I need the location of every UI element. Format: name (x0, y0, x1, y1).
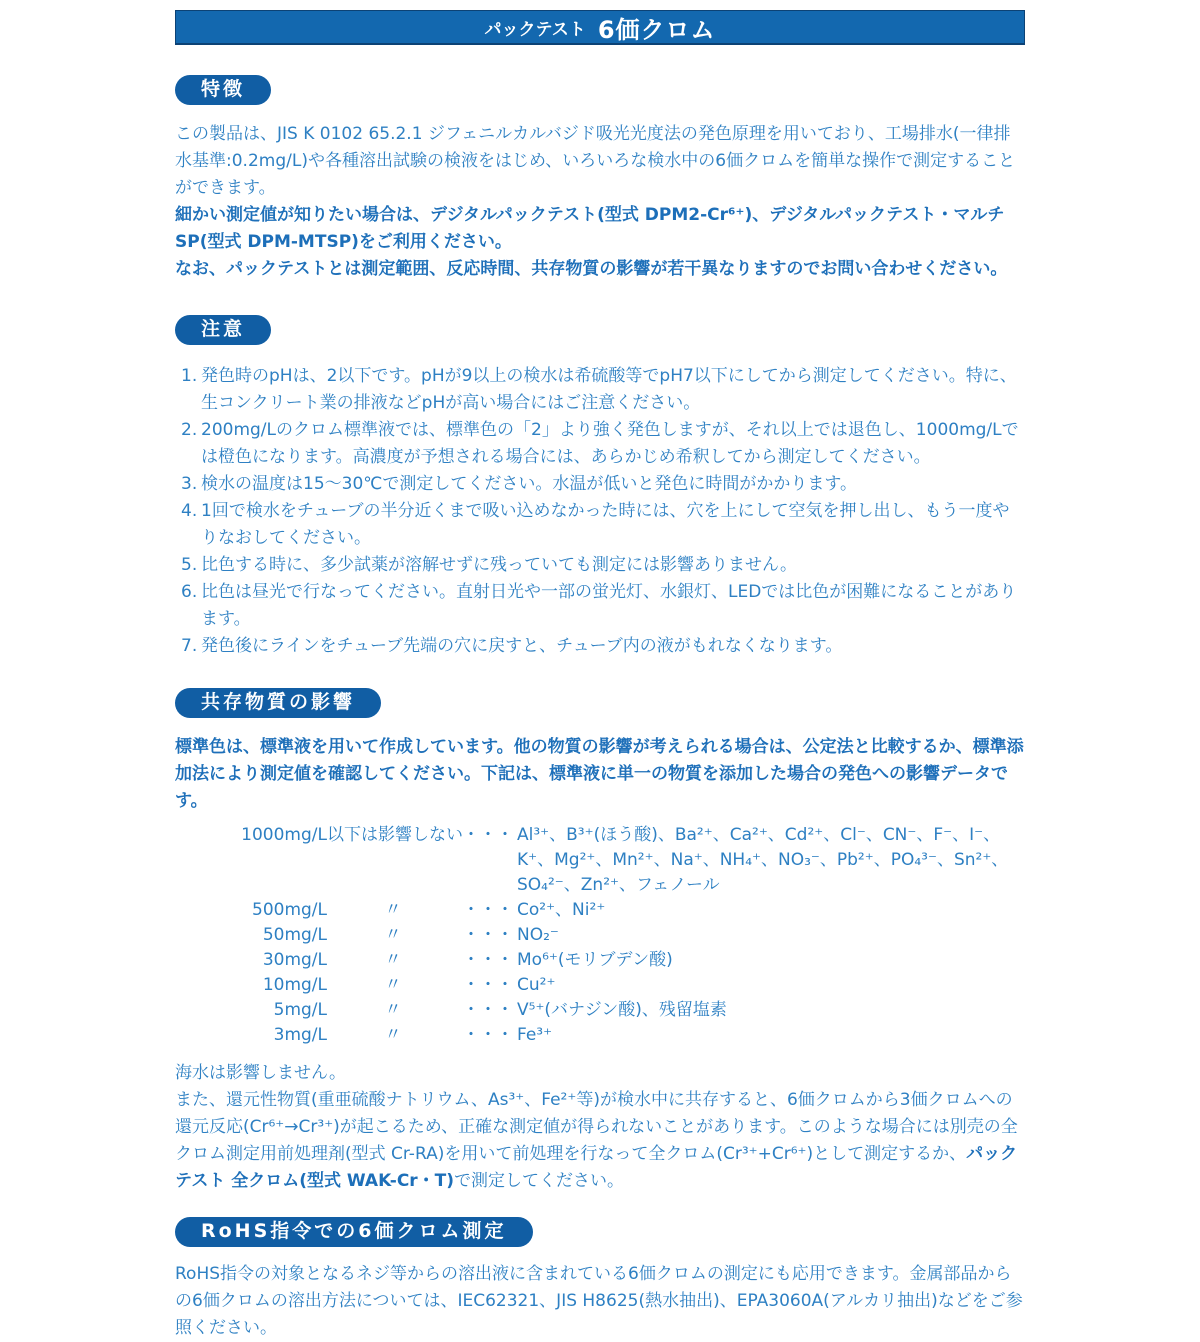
table-row (175, 1023, 1025, 1048)
features-paragraph-1: この製品は、JIS K 0102 65.2.1 ジフェニルカルバジド吸光光度法の発色原理を用いており、工場排水(一律排水基準:0.2mg/L)や各種溶出試験の検液をはじめ、いろいろな検水中の6価クロムを簡単な操作で測定することができます。 (175, 124, 1016, 198)
concentration-cell: 3mg/L (273, 1025, 327, 1045)
substances-cell: Cu²⁺ (517, 975, 556, 995)
concentration-cell: 10mg/L (262, 975, 327, 995)
caution-item-number: 2. (181, 420, 198, 440)
dots-cell: ・・・ (462, 1000, 514, 1020)
ditto-mark: 〃 (384, 1000, 402, 1020)
section-rohs (175, 1217, 1025, 1342)
ditto-mark: 〃 (384, 900, 402, 920)
caution-item (175, 471, 1025, 498)
caution-item (175, 552, 1025, 579)
features-paragraph-3: なお、パックテストとは測定範囲、反応時間、共存物質の影響が若干異なりますのでお問い合わせください。 (175, 259, 1008, 279)
section-cautions (175, 315, 1025, 660)
concentration-cell: 5mg/L (273, 1000, 327, 1020)
reduction-note-tail: で測定してください。 (454, 1171, 625, 1191)
caution-item-text: 比色は昼光で行なってください。直射日光や一部の蛍光灯、水銀灯、LEDでは比色が困難になることがあります。 (201, 582, 1017, 629)
document-content (175, 10, 1025, 1342)
title-bar (175, 10, 1025, 45)
caution-item-number: 3. (181, 474, 198, 494)
seawater-note: 海水は影響しません。 (175, 1063, 347, 1083)
caution-item-text: 発色時のpHは、2以下です。pHが9以上の検水は希硫酸等でpH7以下にしてから測定してください。特に、生コンクリート業の排液などpHが高い場合にはご注意ください。 (201, 366, 1017, 413)
table-row (175, 823, 1025, 898)
section-heading-features: 特徴 (175, 75, 271, 105)
dots-cell: ・・・ (462, 825, 514, 845)
caution-item-text: 比色する時に、多少試薬が溶解せずに残っていても測定には影響ありません。 (201, 555, 798, 575)
caution-item-number: 1. (181, 366, 198, 386)
substances-cell: NO₂⁻ (517, 925, 559, 945)
table-row (175, 898, 1025, 923)
table-row (175, 948, 1025, 973)
dots-cell: ・・・ (462, 950, 514, 970)
caution-item-number: 6. (181, 582, 198, 602)
caution-item (175, 417, 1025, 471)
table-row (175, 923, 1025, 948)
caution-item (175, 363, 1025, 417)
caution-item (175, 633, 1025, 660)
packtest-total-chromium-reference: パックテスト 全クロム(型式 WAK-Cr・T) (175, 1144, 1018, 1191)
page-title: 6価クロム (597, 15, 716, 44)
ditto-mark: 〃 (384, 975, 402, 995)
caution-item (175, 498, 1025, 552)
substances-cell: Fe³⁺ (517, 1025, 553, 1045)
table-row (175, 973, 1025, 998)
reduction-note (175, 1087, 1025, 1195)
substances-cell: Co²⁺、Ni²⁺ (517, 900, 606, 920)
concentration-cell: 50mg/L (262, 925, 327, 945)
ditto-mark: 〃 (384, 1025, 402, 1045)
caution-item-number: 4. (181, 501, 198, 521)
section-heading-interference: 共存物質の影響 (175, 688, 381, 718)
caution-item-text: 1回で検水をチューブの半分近くまで吸い込めなかった時には、穴を上にして空気を押し出し、もう一度やりなおしてください。 (201, 501, 1010, 548)
product-series-label: パックテスト (484, 19, 586, 40)
dots-cell: ・・・ (462, 900, 514, 920)
caution-item-text: 200mg/Lのクロム標準液では、標準色の「2」より強く発色しますが、それ以上では退色し、1000mg/Lでは橙色になります。高濃度が予想される場合には、あらかじめ希釈してから測定してください。 (201, 420, 1019, 467)
table-row (175, 998, 1025, 1023)
interference-intro: 標準色は、標準液を用いて作成しています。他の物質の影響が考えられる場合は、公定法と比較するか、標準添加法により測定値を確認してください。下記は、標準液に単一の物質を添加した場合の発色への影響データです。 (175, 737, 1024, 811)
features-paragraphs (175, 121, 1025, 283)
concentration-cell: 500mg/L (252, 900, 327, 920)
ditto-mark: 〃 (384, 925, 402, 945)
caution-list (175, 363, 1025, 660)
interference-notes (175, 1060, 1025, 1195)
dots-cell: ・・・ (462, 1025, 514, 1045)
section-heading-rohs: RoHS指令での6価クロム測定 (175, 1217, 533, 1247)
substances-cell: V⁵⁺(バナジン酸)、残留塩素 (517, 1000, 727, 1020)
section-features (175, 75, 1025, 283)
features-paragraph-2: 細かい測定値が知りたい場合は、デジタルパックテスト(型式 DPM2-Cr⁶⁺)、デジタルパックテスト・マルチSP(型式 DPM-MTSP)をご利用ください。 (175, 205, 1005, 252)
caution-item-text: 発色後にラインをチューブ先端の穴に戻すと、チューブ内の液がもれなくなります。 (201, 636, 843, 656)
reduction-note-text: また、還元性物質(重亜硫酸ナトリウム、As³⁺、Fe²⁺等)が検水中に共存すると、6価クロムから3価クロムへの還元反応(Cr⁶⁺→Cr³⁺)が起こるため、正確な測定値が得られないことがあります。このような場合には別売の全クロム測定用前処理剤(型式 Cr-RA)を用いて前処理を行なって全クロム(Cr³⁺+Cr⁶⁺)として測定するか、 (175, 1090, 1018, 1164)
dots-cell: ・・・ (462, 975, 514, 995)
section-heading-cautions: 注意 (175, 315, 271, 345)
concentration-cell: 30mg/L (262, 950, 327, 970)
caution-item-number: 7. (181, 636, 198, 656)
ditto-mark: 〃 (384, 950, 402, 970)
caution-item (175, 579, 1025, 633)
effect-label-cell: 以下は影響しない (327, 825, 463, 845)
interference-table (175, 823, 1025, 1048)
caution-item-text: 検水の温度は15〜30℃で測定してください。水温が低いと発色に時間がかかります。 (201, 474, 857, 494)
section-interference (175, 688, 1025, 1195)
dots-cell: ・・・ (462, 925, 514, 945)
rohs-body: RoHS指令の対象となるネジ等からの溶出液に含まれている6価クロムの測定にも応用できます。金属部品からの6価クロムの溶出方法については、IEC62321、JIS H8625(熱水抽出)、EPA3060A(アルカリ抽出)などをご参照ください。 (175, 1264, 1023, 1338)
substances-cell: Mo⁶⁺(モリブデン酸) (517, 950, 673, 970)
concentration-cell: 1000mg/L (241, 825, 327, 845)
substances-cell: Al³⁺、B³⁺(ほう酸)、Ba²⁺、Ca²⁺、Cd²⁺、Cl⁻、CN⁻、F⁻、I⁻、K⁺、Mg²⁺、Mn²⁺、Na⁺、NH₄⁺、NO₃⁻、Pb²⁺、PO₄³⁻、Sn²⁺、SO₄²⁻、Zn²⁺、フェノール (517, 825, 1009, 895)
caution-item-number: 5. (181, 555, 198, 575)
